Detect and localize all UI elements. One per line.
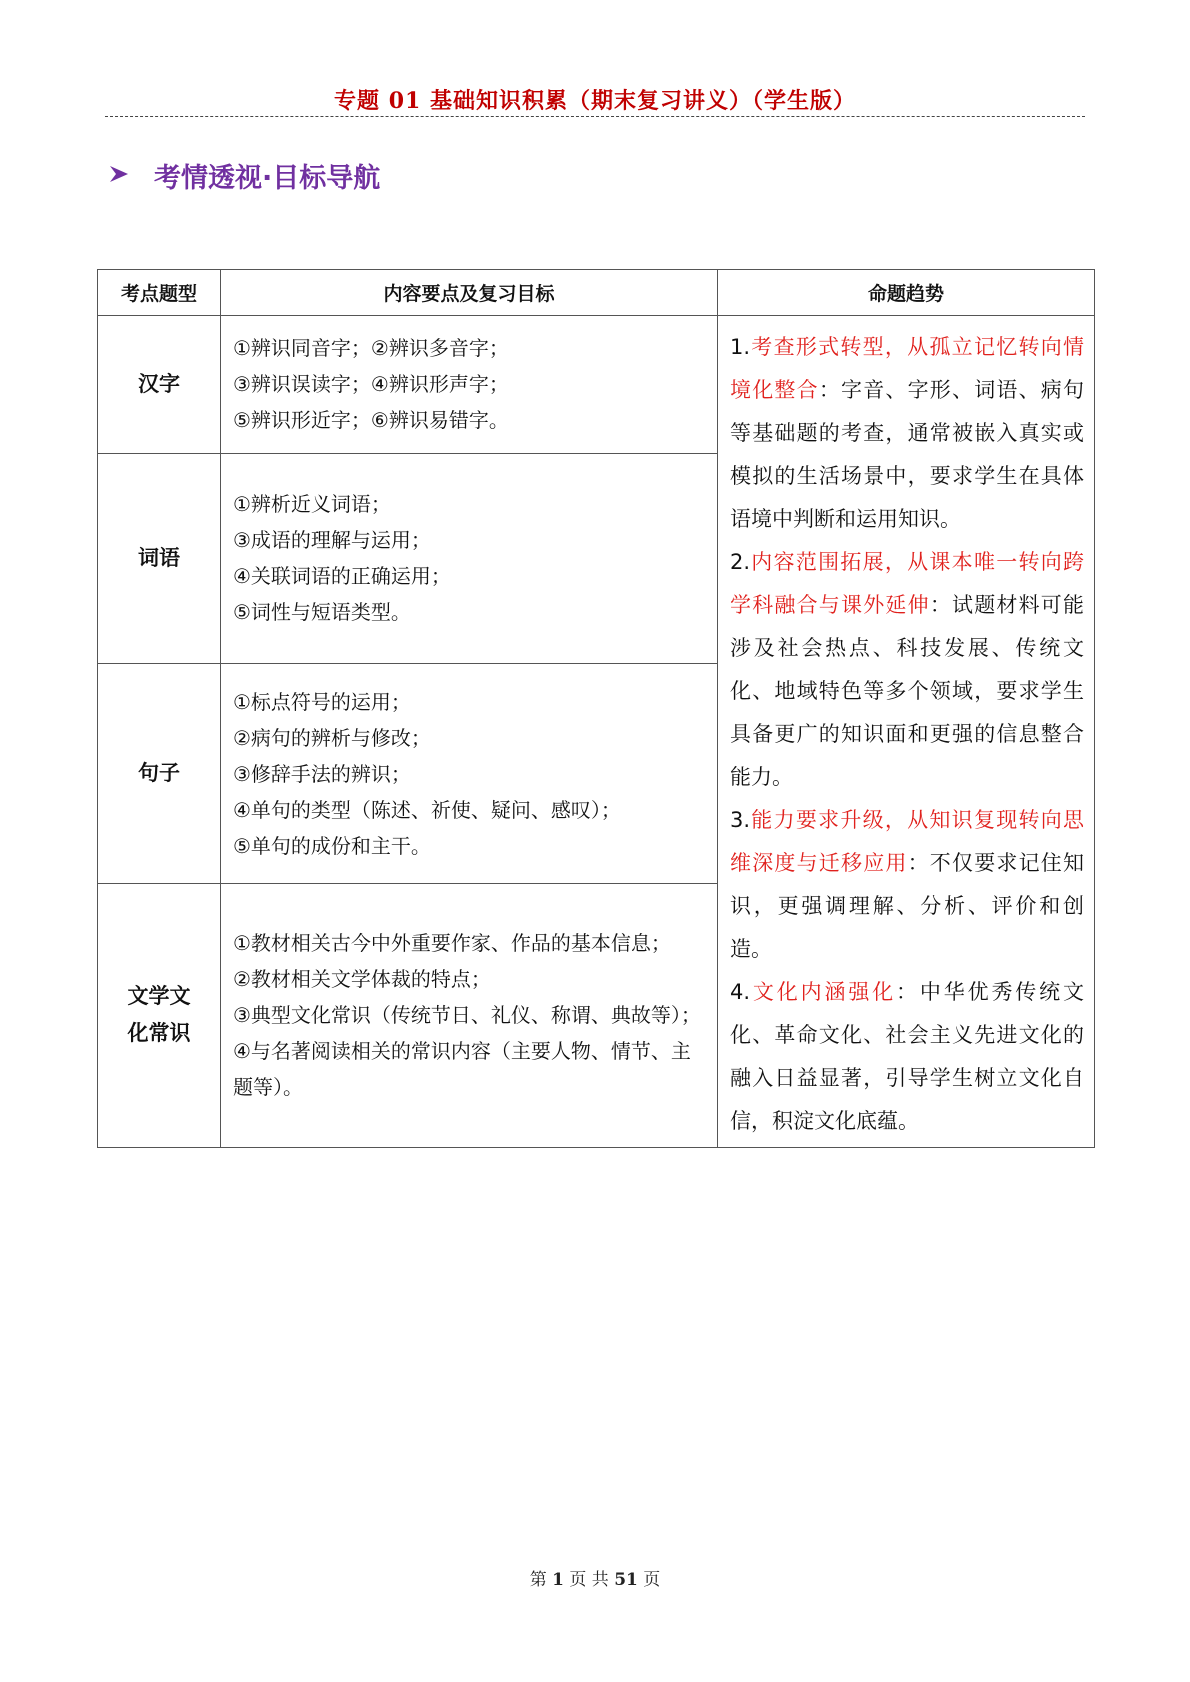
trend-text: ：中华优秀传统文化、革命文化、社会主义先进文化的融入日益显著，引导学生树立文化自信，积淀文化底蕴。 [730,980,1085,1133]
exam-overview-table [97,269,1095,1148]
content-item: ⑤词性与短语类型。 [233,600,411,625]
category-cell: 句子 [98,664,221,884]
content-cell [221,664,718,884]
content-item: ②教材相关文学体裁的特点； [233,967,491,992]
trend-highlight: 考查形式转型，从孤立记忆转向情境化整合 [730,335,1084,402]
column-header-trend: 命题趋势 [718,270,1095,316]
content-item: ①教材相关古今中外重要作家、作品的基本信息； [233,931,671,956]
content-cell [221,883,718,1147]
trend-text: ：不仅要求记住知识，更强调理解、分析、评价和创造。 [730,851,1085,961]
category-cell: 词语 [98,453,221,664]
column-header-content: 内容要点及复习目标 [221,270,718,316]
page-footer [0,1565,1190,1590]
trend-highlight: 内容范围拓展，从课本唯一转向跨学科融合与课外延伸 [730,550,1084,617]
table-row [98,316,1095,454]
footer-page-number: 1 [552,1570,564,1590]
content-cell [221,453,718,664]
column-header-category: 考点题型 [98,270,221,316]
content-item: ③修辞手法的辨识； [233,761,411,786]
content-item: ⑤辨识形近字；⑥辨识易错字。 [233,408,509,433]
trend-item [730,971,1084,1143]
content-item: ③典型文化常识（传统节日、礼仪、称谓、典故等）； [233,1003,701,1028]
content-item: ①辨析近义词语； [233,492,391,517]
section-heading [108,156,380,195]
section-heading-text: 考情透视·目标导航 [154,163,381,194]
trend-text: ：试题材料可能涉及社会热点、科技发展、传统文化、地域特色等多个领域，要求学生具备更广的知识面和更强的信息整合能力。 [730,593,1085,789]
trend-item [730,799,1084,971]
content-item: ③辨识误读字；④辨识形声字； [233,372,509,397]
page-header-title: 专题 01 基础知识积累（期末复习讲义）（学生版） [334,88,856,114]
category-cell: 文学文化常识 [98,883,221,1147]
trend-number: 1. [730,335,751,359]
arrow-right-icon [108,160,132,191]
trend-highlight: 文化内涵强化 [750,980,897,1004]
category-cell: 汉字 [98,316,221,454]
content-item: ③成语的理解与运用； [233,528,431,553]
content-item: ⑤单句的成份和主干。 [233,833,431,858]
footer-prefix: 第 [529,1570,547,1590]
table-header-row [98,270,1095,316]
footer-middle: 页 共 [569,1570,609,1590]
trend-number: 2. [730,550,751,574]
content-item: ④关联词语的正确运用； [233,564,451,589]
trend-cell [718,316,1095,1148]
trend-text: ：字音、字形、词语、病句等基础题的考查，通常被嵌入真实或模拟的生活场景中，要求学生在具体语境中判断和运用知识。 [730,378,1085,531]
content-cell [221,316,718,454]
trend-item [730,326,1084,541]
content-item: ④单句的类型（陈述、祈使、疑问、感叹）； [233,797,621,822]
trend-number: 4. [730,980,751,1004]
trend-number: 3. [730,808,751,832]
header-divider [105,116,1085,117]
trend-item [730,541,1084,799]
content-item: ①标点符号的运用； [233,689,411,714]
content-item: ①辨识同音字；②辨识多音字； [233,336,509,361]
trend-highlight: 能力要求升级，从知识复现转向思维深度与迁移应用 [730,808,1084,875]
content-item: ②病句的辨析与修改； [233,725,431,750]
content-item: ④与名著阅读相关的常识内容（主要人物、情节、主题等）。 [233,1039,691,1100]
footer-suffix: 页 [643,1570,661,1590]
footer-total-pages: 51 [614,1570,638,1590]
